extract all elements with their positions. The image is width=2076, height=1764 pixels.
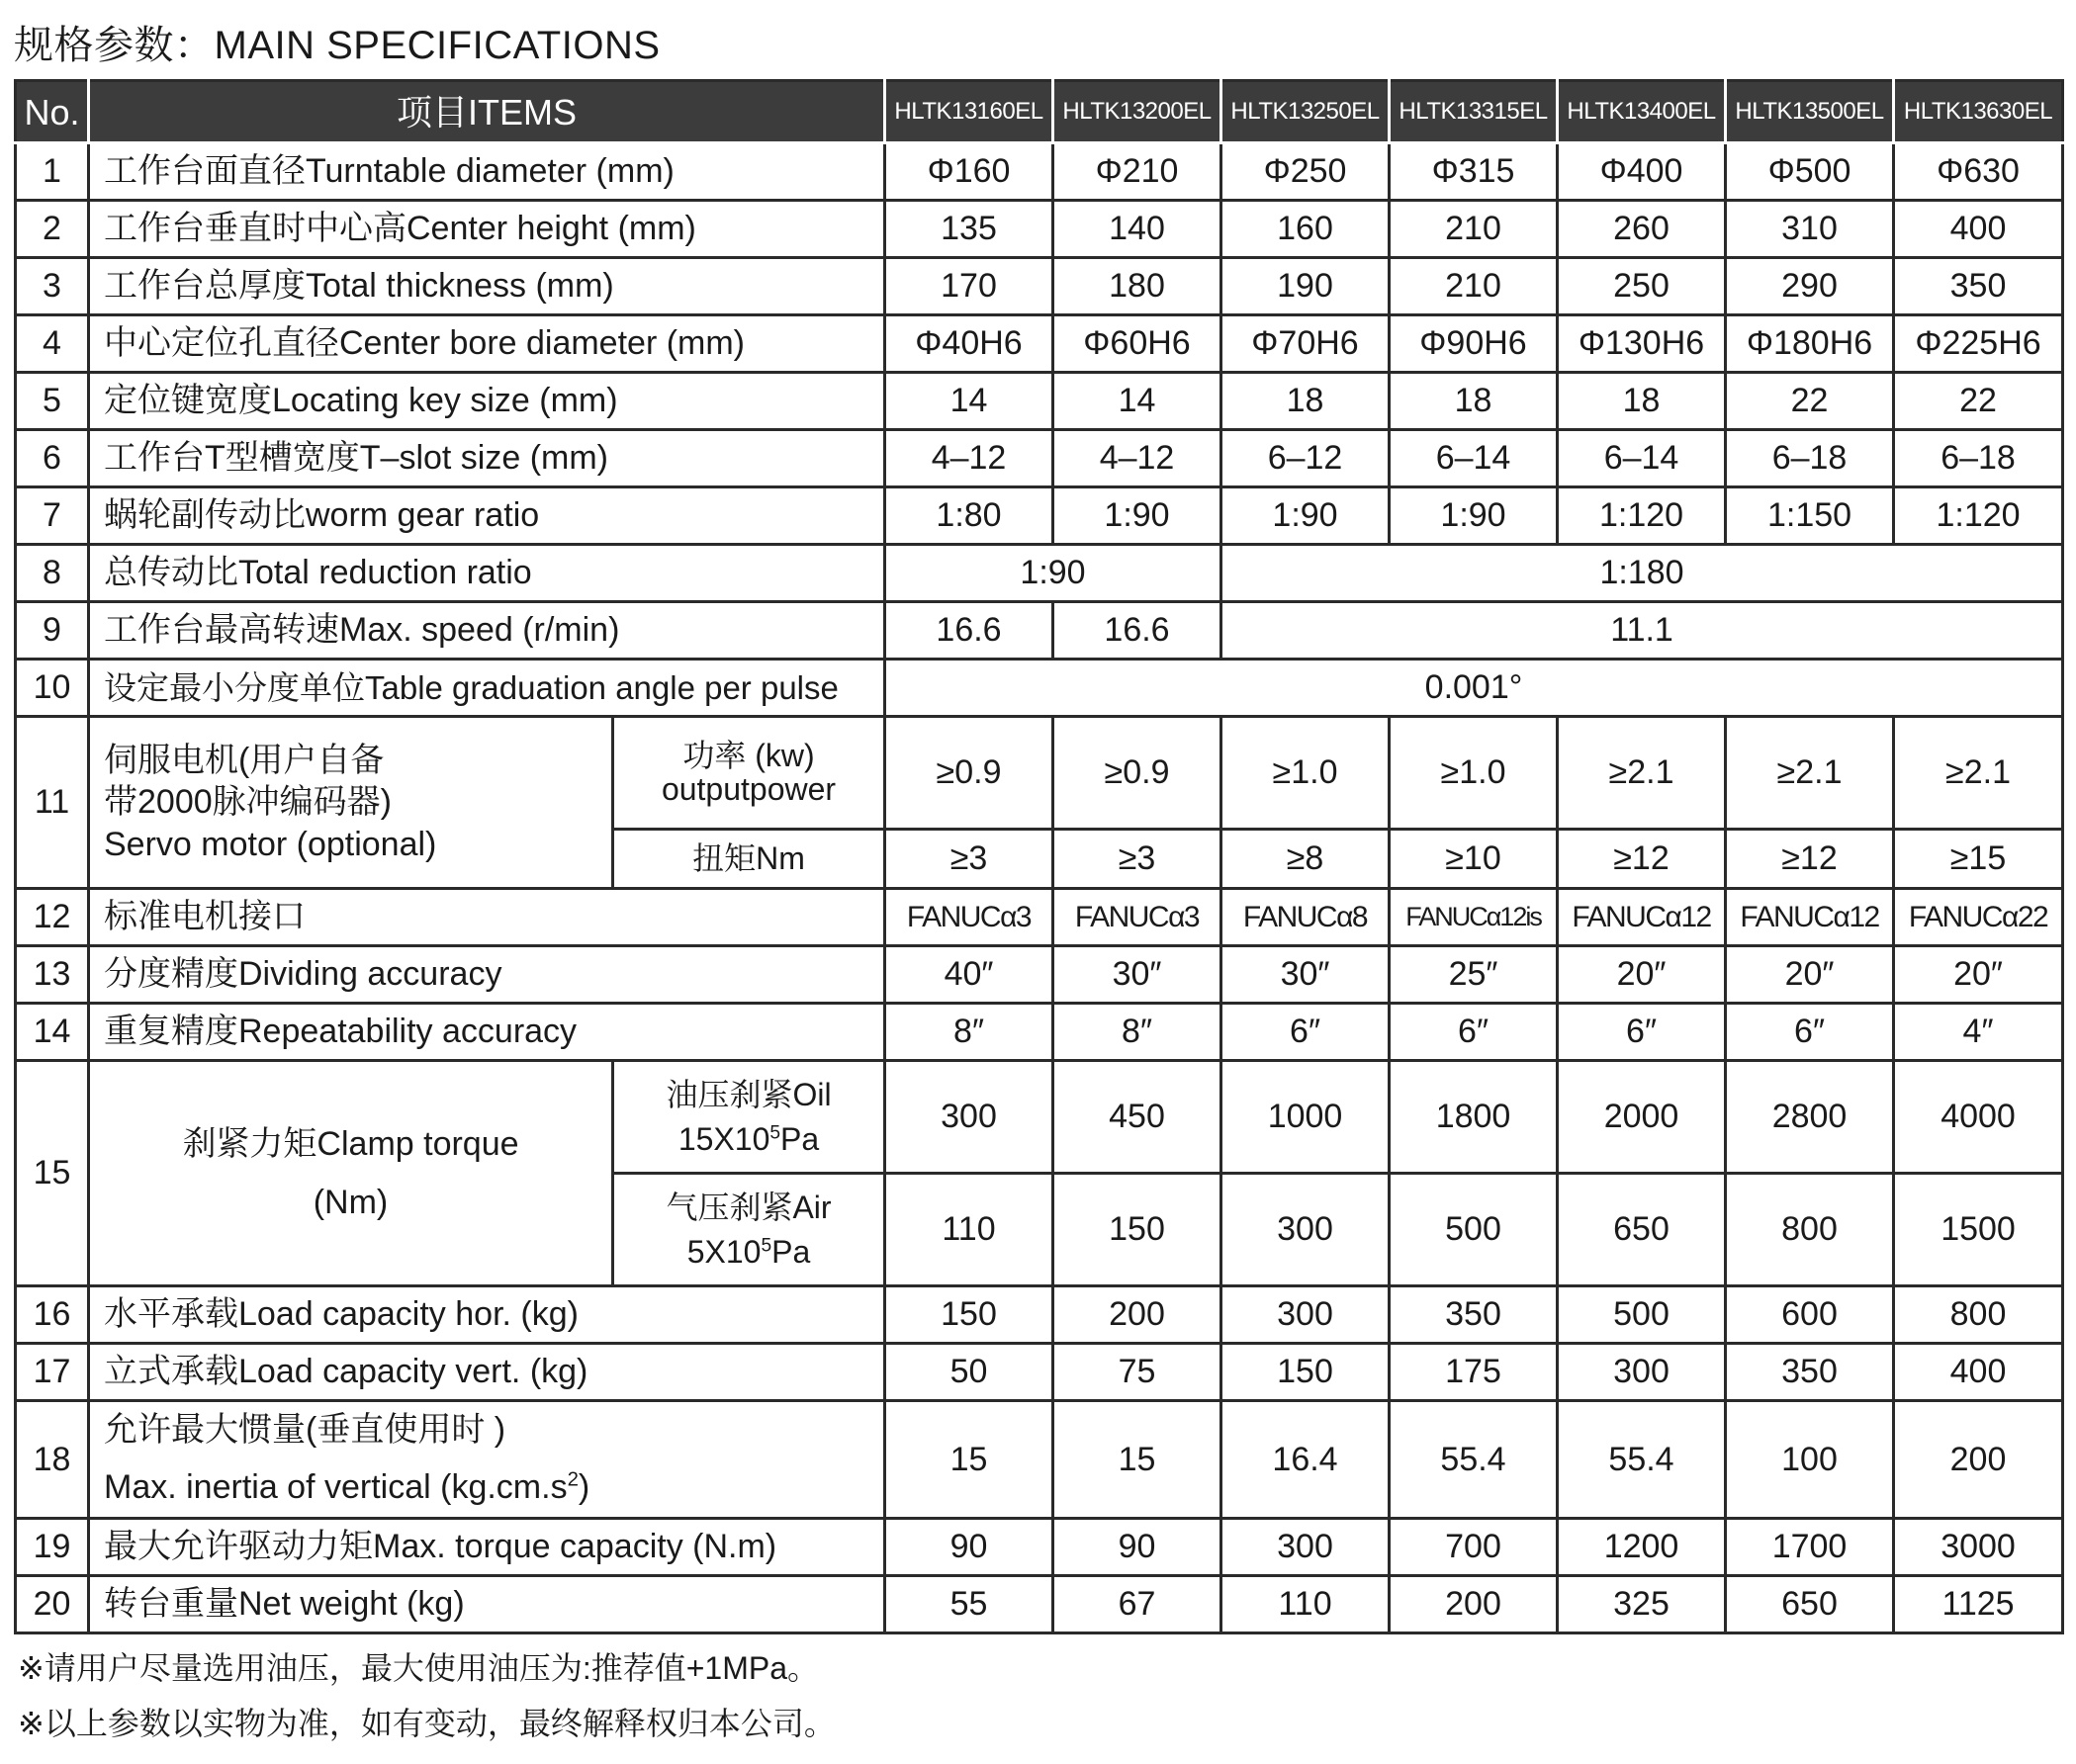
row-value: 3000: [1894, 1518, 2063, 1575]
row-item: 水平承载Load capacity hor. (kg): [89, 1286, 885, 1344]
row-value: 1:150: [1726, 487, 1894, 545]
row-value: 1:120: [1894, 487, 2063, 545]
row-value: Φ60H6: [1053, 315, 1221, 373]
row-value: FANUCα12is: [1390, 889, 1558, 946]
row-value: 6–18: [1894, 430, 2063, 487]
row-item: 重复精度Repeatability accuracy: [89, 1004, 885, 1061]
row-value: Φ250: [1221, 143, 1390, 201]
table-row: [16, 660, 2063, 717]
pressure-exponent: 5: [761, 1234, 772, 1256]
row-value: 450: [1053, 1061, 1221, 1174]
row-value: Φ90H6: [1390, 315, 1558, 373]
row-value: 135: [885, 201, 1053, 258]
row-value: 6–12: [1221, 430, 1390, 487]
row-item: 定位键宽度Locating key size (mm): [89, 373, 885, 430]
row-number: 12: [16, 889, 89, 946]
oil-clamp-label-line: 油压刹紧Oil: [666, 1076, 832, 1112]
row-value: ≥3: [1053, 830, 1221, 889]
row-item: 标准电机接口: [89, 889, 885, 946]
table-row: [16, 1344, 2063, 1401]
row-value: 300: [1558, 1344, 1726, 1401]
table-row: [16, 1401, 2063, 1519]
row-value: 180: [1053, 258, 1221, 315]
row-value: 150: [1053, 1174, 1221, 1286]
row-value: 300: [1221, 1518, 1390, 1575]
row-number: 19: [16, 1518, 89, 1575]
row-value: FANUCα22: [1894, 889, 2063, 946]
row-value: 67: [1053, 1575, 1221, 1632]
row-value: FANUCα3: [1053, 889, 1221, 946]
row-value: ≥0.9: [1053, 717, 1221, 830]
row-value: 18: [1390, 373, 1558, 430]
row-value: Φ130H6: [1558, 315, 1726, 373]
row-value: ≥1.0: [1390, 717, 1558, 830]
pressure-unit: Pa: [780, 1120, 820, 1157]
row-value: 600: [1726, 1286, 1894, 1344]
row-value: ≥8: [1221, 830, 1390, 889]
row-value: ≥12: [1558, 830, 1726, 889]
row-value: FANUCα12: [1558, 889, 1726, 946]
row-value: 200: [1053, 1286, 1221, 1344]
row-value: 325: [1558, 1575, 1726, 1632]
row-value: 30″: [1053, 946, 1221, 1004]
row-value: 1:90: [1390, 487, 1558, 545]
row-value: 300: [885, 1061, 1053, 1174]
row-value: Φ225H6: [1894, 315, 2063, 373]
row-value: 1000: [1221, 1061, 1390, 1174]
row-value: 16.4: [1221, 1401, 1390, 1519]
inertia-exponent: 2: [567, 1468, 579, 1491]
row-item: 工作台垂直时中心高Center height (mm): [89, 201, 885, 258]
row-item: 最大允许驱动力矩Max. torque capacity (N.m): [89, 1518, 885, 1575]
row-value: 25″: [1390, 946, 1558, 1004]
table-row: [16, 143, 2063, 201]
clamp-torque-line: 刹紧力矩Clamp torque: [182, 1125, 519, 1163]
row-value: 2800: [1726, 1061, 1894, 1174]
row-value: ≥2.1: [1726, 717, 1894, 830]
row-value: 500: [1558, 1286, 1726, 1344]
row-number: 8: [16, 545, 89, 602]
row-value: 210: [1390, 201, 1558, 258]
row-number: 10: [16, 660, 89, 717]
row-value: 300: [1221, 1174, 1390, 1286]
row-value: 55.4: [1390, 1401, 1558, 1519]
row-value: 150: [885, 1286, 1053, 1344]
footnote: ※以上参数以实物为准，如有变动，最终解释权归本公司。: [18, 1706, 836, 1741]
air-clamp-label: [613, 1174, 885, 1286]
row-value: 1800: [1390, 1061, 1558, 1174]
table-row: [16, 373, 2063, 430]
row-number: 7: [16, 487, 89, 545]
row-value: 160: [1221, 201, 1390, 258]
row-number: 16: [16, 1286, 89, 1344]
pressure-base: 15X10: [677, 1120, 770, 1157]
row-value: 55: [885, 1575, 1053, 1632]
row-value: 350: [1726, 1344, 1894, 1401]
row-value: ≥3: [885, 830, 1053, 889]
row-value: Φ160: [885, 143, 1053, 201]
row-number: 2: [16, 201, 89, 258]
row-value: 16.6: [885, 602, 1053, 660]
row-value: 1:180: [1221, 545, 2063, 602]
row-value: 4000: [1894, 1061, 2063, 1174]
row-value: 8″: [1053, 1004, 1221, 1061]
row-value: 6″: [1558, 1004, 1726, 1061]
row-value: FANUCα3: [885, 889, 1053, 946]
row-value: 1125: [1894, 1575, 2063, 1632]
row-value: 250: [1558, 258, 1726, 315]
row-value: 14: [885, 373, 1053, 430]
row-value: 4–12: [1053, 430, 1221, 487]
row-item: 工作台总厚度Total thickness (mm): [89, 258, 885, 315]
row-value: 20″: [1558, 946, 1726, 1004]
row-value: 110: [1221, 1575, 1390, 1632]
header-no: No.: [16, 81, 89, 143]
row-value: 15: [885, 1401, 1053, 1519]
row-item: 分度精度Dividing accuracy: [89, 946, 885, 1004]
row-value: 90: [1053, 1518, 1221, 1575]
max-inertia-item: [89, 1401, 885, 1519]
row-value: 650: [1726, 1575, 1894, 1632]
row-value: ≥0.9: [885, 717, 1053, 830]
row-value: 20″: [1894, 946, 2063, 1004]
table-row: [16, 315, 2063, 373]
header-model: HLTK13500EL: [1726, 81, 1894, 143]
table-row: [16, 602, 2063, 660]
table-row: [16, 487, 2063, 545]
row-value: 350: [1894, 258, 2063, 315]
row-value: 22: [1894, 373, 2063, 430]
table-row: [16, 545, 2063, 602]
row-value: 800: [1894, 1286, 2063, 1344]
table-row: [16, 717, 2063, 830]
row-value: 30″: [1221, 946, 1390, 1004]
row-value: 170: [885, 258, 1053, 315]
row-number: 5: [16, 373, 89, 430]
row-value: 190: [1221, 258, 1390, 315]
table-row: [16, 1575, 2063, 1632]
row-value: 700: [1390, 1518, 1558, 1575]
servo-item-line: 伺服电机(用户自备: [104, 741, 385, 779]
row-value: 11.1: [1221, 602, 2063, 660]
specifications-table: [14, 79, 2064, 1634]
row-value: 110: [885, 1174, 1053, 1286]
row-value: 260: [1558, 201, 1726, 258]
table-row: [16, 1004, 2063, 1061]
row-value: Φ40H6: [885, 315, 1053, 373]
row-value: 6″: [1221, 1004, 1390, 1061]
row-value: Φ70H6: [1221, 315, 1390, 373]
row-value: Φ315: [1390, 143, 1558, 201]
row-value: 310: [1726, 201, 1894, 258]
row-value: 2000: [1558, 1061, 1726, 1174]
pressure-unit: Pa: [771, 1233, 811, 1270]
row-value: 500: [1390, 1174, 1558, 1286]
header-items: 项目ITEMS: [89, 81, 885, 143]
row-value: 6–14: [1390, 430, 1558, 487]
row-item: 工作台面直径Turntable diameter (mm): [89, 143, 885, 201]
row-value: 400: [1894, 201, 2063, 258]
pressure-exponent: 5: [769, 1121, 781, 1143]
row-value: 55.4: [1558, 1401, 1726, 1519]
row-value: 140: [1053, 201, 1221, 258]
row-value: 290: [1726, 258, 1894, 315]
row-value: Φ500: [1726, 143, 1894, 201]
row-number: 9: [16, 602, 89, 660]
row-value: 6–14: [1558, 430, 1726, 487]
row-value: 4–12: [885, 430, 1053, 487]
row-value: 1:90: [1053, 487, 1221, 545]
row-number: 11: [16, 717, 89, 889]
row-value: Φ180H6: [1726, 315, 1894, 373]
table-header-row: [16, 81, 2063, 143]
row-number: 4: [16, 315, 89, 373]
header-model: HLTK13250EL: [1221, 81, 1390, 143]
row-value: 8″: [885, 1004, 1053, 1061]
row-value: 20″: [1726, 946, 1894, 1004]
row-value: 400: [1894, 1344, 2063, 1401]
row-value: FANUCα12: [1726, 889, 1894, 946]
row-item: 蜗轮副传动比worm gear ratio: [89, 487, 885, 545]
inertia-close: ): [578, 1467, 590, 1506]
servo-item-line: Servo motor (optional): [104, 825, 437, 863]
row-item: 工作台最高转速Max. speed (r/min): [89, 602, 885, 660]
pressure-base: 5X10: [686, 1233, 762, 1270]
power-label-en: outputpower: [661, 770, 837, 807]
row-value: 300: [1221, 1286, 1390, 1344]
row-item: 设定最小分度单位Table graduation angle per pulse: [89, 660, 885, 717]
header-model: HLTK13315EL: [1390, 81, 1558, 143]
row-value: 75: [1053, 1344, 1221, 1401]
header-model: HLTK13400EL: [1558, 81, 1726, 143]
header-model: HLTK13200EL: [1053, 81, 1221, 143]
row-value: 100: [1726, 1401, 1894, 1519]
row-number: 14: [16, 1004, 89, 1061]
header-model: HLTK13160EL: [885, 81, 1053, 143]
row-value: 200: [1894, 1401, 2063, 1519]
row-value: 6″: [1726, 1004, 1894, 1061]
row-value: 15: [1053, 1401, 1221, 1519]
table-row: [16, 1518, 2063, 1575]
table-row: [16, 946, 2063, 1004]
row-value: 150: [1221, 1344, 1390, 1401]
power-label: [613, 717, 885, 830]
row-value: 1700: [1726, 1518, 1894, 1575]
row-item: 立式承载Load capacity vert. (kg): [89, 1344, 885, 1401]
row-number: 6: [16, 430, 89, 487]
row-value: ≥12: [1726, 830, 1894, 889]
inertia-unit: Max. inertia of vertical (kg.cm.s: [104, 1467, 568, 1506]
row-value: ≥1.0: [1221, 717, 1390, 830]
row-number: 18: [16, 1401, 89, 1519]
row-value: 1:120: [1558, 487, 1726, 545]
header-model: HLTK13630EL: [1894, 81, 2063, 143]
row-number: 13: [16, 946, 89, 1004]
row-value: 14: [1053, 373, 1221, 430]
row-value: 40″: [885, 946, 1053, 1004]
row-value: 6–18: [1726, 430, 1894, 487]
row-value: ≥15: [1894, 830, 2063, 889]
row-value: 350: [1390, 1286, 1558, 1344]
row-value: 1:90: [1221, 487, 1390, 545]
table-row: [16, 889, 2063, 946]
row-item: 总传动比Total reduction ratio: [89, 545, 885, 602]
row-item: 工作台T型槽宽度T–slot size (mm): [89, 430, 885, 487]
row-value: 18: [1558, 373, 1726, 430]
row-number: 17: [16, 1344, 89, 1401]
table-row: [16, 430, 2063, 487]
row-value: 175: [1390, 1344, 1558, 1401]
row-number: 20: [16, 1575, 89, 1632]
row-value: 50: [885, 1344, 1053, 1401]
row-value: 90: [885, 1518, 1053, 1575]
row-value: ≥2.1: [1894, 717, 2063, 830]
servo-item-line: 带2000脉冲编码器): [104, 783, 392, 822]
torque-label: 扭矩Nm: [613, 830, 885, 889]
row-value: 6″: [1390, 1004, 1558, 1061]
oil-clamp-label: [613, 1061, 885, 1174]
max-inertia-line: 允许最大惯量(垂直使用时 ): [104, 1411, 506, 1449]
row-value: FANUCα8: [1221, 889, 1390, 946]
row-value: ≥10: [1390, 830, 1558, 889]
row-value: 200: [1390, 1575, 1558, 1632]
table-row: [16, 1286, 2063, 1344]
table-row: [16, 1061, 2063, 1174]
row-value: 16.6: [1053, 602, 1221, 660]
row-value: 800: [1726, 1174, 1894, 1286]
row-value: 1:90: [885, 545, 1221, 602]
table-row: [16, 258, 2063, 315]
row-value: 650: [1558, 1174, 1726, 1286]
clamp-torque-unit: (Nm): [313, 1183, 389, 1221]
row-value: Φ630: [1894, 143, 2063, 201]
row-value: 210: [1390, 258, 1558, 315]
oil-clamp-pressure: [614, 1117, 883, 1162]
table-row: [16, 201, 2063, 258]
row-item: 中心定位孔直径Center bore diameter (mm): [89, 315, 885, 373]
row-value: 1500: [1894, 1174, 2063, 1286]
row-value: ≥2.1: [1558, 717, 1726, 830]
row-value: 0.001°: [885, 660, 2063, 717]
row-value: 1200: [1558, 1518, 1726, 1575]
page-title: 规格参数：MAIN SPECIFICATIONS: [14, 24, 661, 67]
row-item: 转台重量Net weight (kg): [89, 1575, 885, 1632]
row-value: 1:80: [885, 487, 1053, 545]
row-number: 15: [16, 1061, 89, 1286]
power-label-cn: 功率 (kw): [682, 737, 815, 773]
air-clamp-pressure: [614, 1230, 883, 1275]
row-number: 1: [16, 143, 89, 201]
servo-motor-item: [89, 717, 613, 889]
row-value: Φ210: [1053, 143, 1221, 201]
clamp-torque-item: [89, 1061, 613, 1286]
row-value: 4″: [1894, 1004, 2063, 1061]
row-value: Φ400: [1558, 143, 1726, 201]
row-value: 22: [1726, 373, 1894, 430]
air-clamp-label-line: 气压刹紧Air: [666, 1189, 832, 1225]
row-number: 3: [16, 258, 89, 315]
max-inertia-line: [104, 1459, 883, 1517]
row-value: 18: [1221, 373, 1390, 430]
footnote: ※请用户尽量选用油压，最大使用油压为:推荐值+1MPa。: [18, 1650, 819, 1686]
